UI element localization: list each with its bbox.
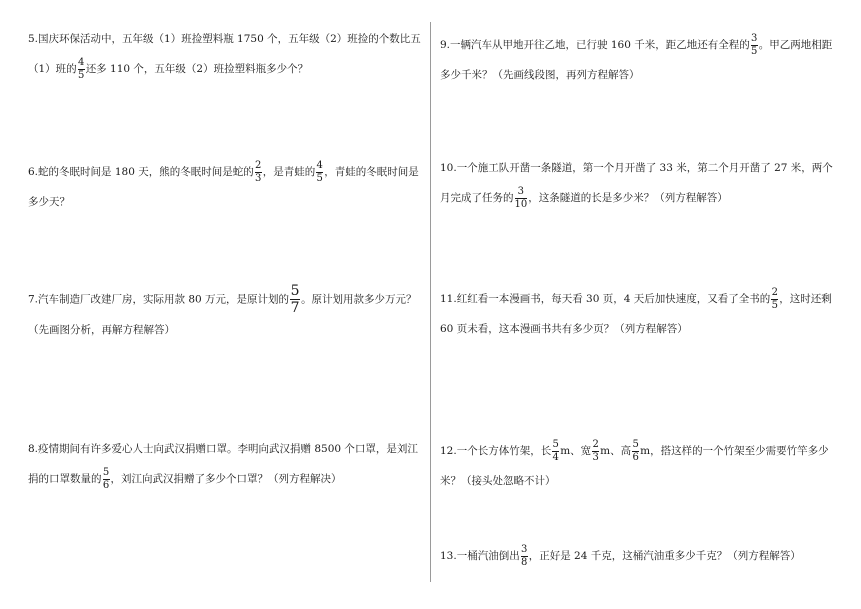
question-12-line-1: 12.一个长方体竹架，长 $\frac{5}{4}$ m、宽 $\frac{2}{3}$ m、高 $\frac{5}{6}$ m，搭这样的一个竹架至少需要竹竿多少 xyxy=(440,438,829,463)
question-13-line-1: 13.一桶汽油倒出 $\frac{3}{8}$ ，正好是 24 千克，这桶汽油重多少千克？（列方程解答） xyxy=(440,543,801,568)
fraction-4-5: $\frac{4}{5}$ xyxy=(78,56,85,81)
question-7-line-2: （先画图分析，再解方程解答） xyxy=(28,324,175,336)
question-7 xyxy=(28,284,417,345)
question-13 xyxy=(440,541,801,571)
question-9 xyxy=(440,30,832,90)
fraction-4-5: $\frac{4}{5}$ xyxy=(316,159,323,184)
question-8-line-1: 8.疫情期间有许多爱心人士向武汉捐赠口罩。李明向武汉捐赠 8500 个口罩，是刘江 xyxy=(28,443,418,455)
question-11 xyxy=(440,284,832,344)
question-12-line-2: 米？（接头处忽略不计） xyxy=(440,475,556,487)
fraction-2-5: $\frac{2}{5}$ xyxy=(771,286,778,311)
column-divider xyxy=(430,22,431,582)
fraction-5-7: $\frac{5}{7}$ xyxy=(290,283,300,316)
question-11-line-2: 60 页未看，这本漫画书共有多少页？（列方程解答） xyxy=(440,323,688,335)
question-6-line-1: 6.蛇的冬眠时间是 180 天，熊的冬眠时间是蛇的 $\frac{2}{3}$ ，是青蛙的 $\frac{4}{5}$ ，青蛙的冬眠时间是 xyxy=(28,159,419,184)
fraction-3-8: $\frac{3}{8}$ xyxy=(521,543,528,568)
fraction-5-6: $\frac{5}{6}$ xyxy=(632,438,639,463)
question-5-line-1: 5.国庆环保活动中，五年级（1）班捡塑料瓶 1750 个，五年级（2）班捡的个数比五 xyxy=(28,33,421,45)
question-6 xyxy=(28,157,419,217)
fraction-5-4: $\frac{5}{4}$ xyxy=(552,438,559,463)
question-12 xyxy=(440,436,829,496)
fraction-3-10: $\frac{3}{10}$ xyxy=(514,185,528,210)
question-9-line-1: 9.一辆汽车从甲地开往乙地，已行驶 160 千米，距乙地还有全程的 $\frac{3}{5}$ 。甲乙两地相距 xyxy=(440,32,833,57)
question-6-line-2: 多少天？ xyxy=(28,196,70,208)
question-8-line-2: 捐的口罩数量的 $\frac{5}{6}$ ，刘江向武汉捐赠了多少个口罩？（列方程解决） xyxy=(28,466,342,491)
fraction-3-5: $\frac{3}{5}$ xyxy=(751,32,758,57)
question-10 xyxy=(440,153,833,213)
question-10-line-2: 月完成了任务的 $\frac{3}{10}$ ，这条隧道的长是多少米？（列方程解答） xyxy=(440,185,728,210)
question-7-line-1: 7.汽车制造厂改建厂房，实际用款 80 万元，是原计划的 $\frac{5}{7}$ 。原计划用款多少万元？ xyxy=(28,283,417,316)
fraction-2-3: $\frac{2}{3}$ xyxy=(255,159,262,184)
question-8 xyxy=(28,434,418,494)
fraction-2-3: $\frac{2}{3}$ xyxy=(592,438,599,463)
question-5 xyxy=(28,24,421,84)
question-5-line-2: （1）班的 $\frac{4}{5}$ 还多 110 个，五年级（2）班捡塑料瓶多少个？ xyxy=(28,56,309,81)
question-11-line-1: 11.红红看一本漫画书，每天看 30 页，4 天后加快速度，又看了全书的 $\frac{2}{5}$ ，这时还剩 xyxy=(440,286,832,311)
question-9-line-2: 多少千米？（先画线段图，再列方程解答） xyxy=(440,69,640,81)
fraction-5-6: $\frac{5}{6}$ xyxy=(102,466,110,491)
question-10-line-1: 10.一个施工队开凿一条隧道，第一个月开凿了 33 米，第二个月开凿了 27 米，两个 xyxy=(440,162,833,174)
